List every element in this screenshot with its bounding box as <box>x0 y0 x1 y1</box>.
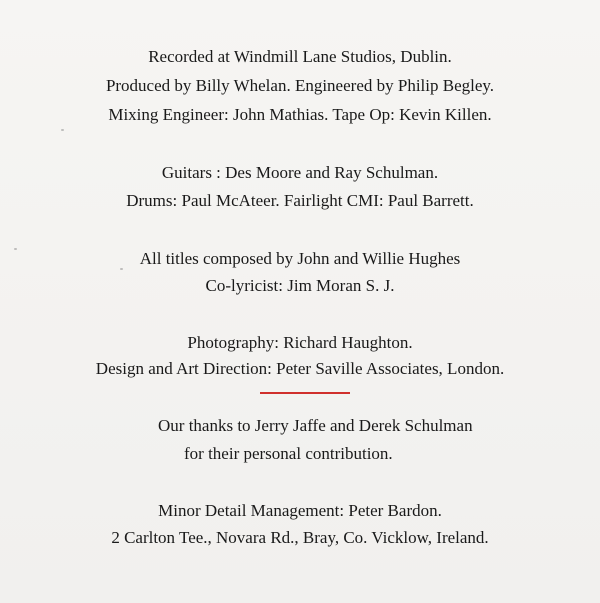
management-line: Minor Detail Management: Peter Bardon. <box>158 501 442 520</box>
thanks-line-1: Our thanks to Jerry Jaffe and Derek Schulman <box>158 416 473 435</box>
mixing-engineer-line: Mixing Engineer: John Mathias. Tape Op: Kevin Killen. <box>108 105 492 124</box>
paper-speck <box>14 248 17 250</box>
thanks-line-2: for their personal contribution. <box>184 444 393 463</box>
producer-line: Produced by Billy Whelan. Engineered by Philip Begley. <box>105 76 495 95</box>
red-divider <box>260 392 350 394</box>
composers-line: All titles composed by John and Willie Hughes <box>139 249 461 268</box>
recording-location-line: Recorded at Windmill Lane Studios, Dublin. <box>148 47 452 66</box>
lyricist-line: Co-lyricist: Jim Moran S. J. <box>205 276 395 295</box>
paper-speck <box>61 129 64 131</box>
design-line: Design and Art Direction: Peter Saville Associates, London. <box>95 359 505 378</box>
drums-line: Drums: Paul McAteer. Fairlight CMI: Paul Barrett. <box>126 191 474 210</box>
photography-line: Photography: Richard Haughton. <box>187 333 413 352</box>
paper-speck <box>120 268 123 270</box>
guitars-line: Guitars : Des Moore and Ray Schulman. <box>161 163 439 182</box>
address-line: 2 Carlton Tee., Novara Rd., Bray, Co. Vicklow, Ireland. <box>111 528 489 547</box>
